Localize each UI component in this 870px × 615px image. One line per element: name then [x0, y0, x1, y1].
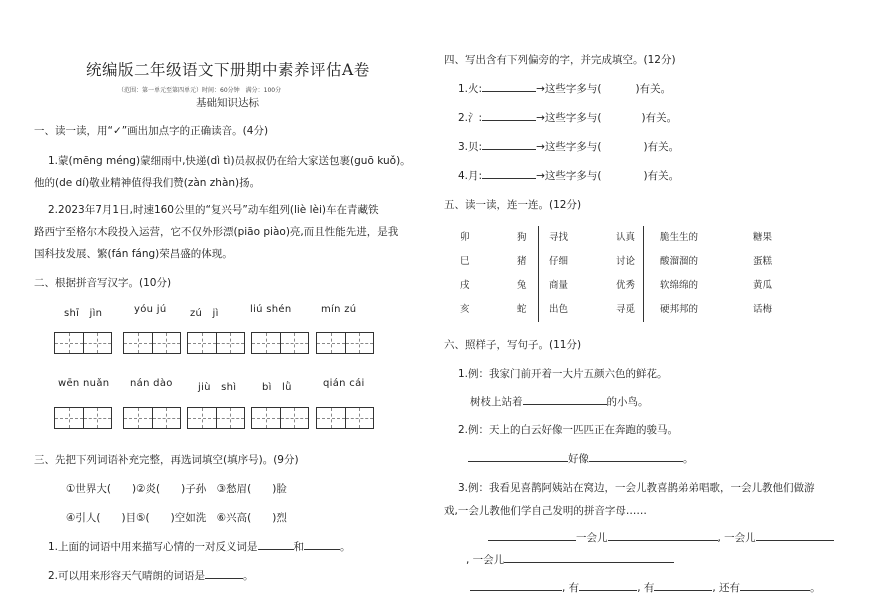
pinyin-label: shī jìn: [64, 308, 103, 319]
answer-blank[interactable]: [504, 552, 674, 563]
answer-blank[interactable]: [482, 110, 536, 121]
match-word: 软绵绵的: [660, 280, 699, 291]
q4-heading: 四、写出含有下列偏旁的字，并完成填空。(12分): [444, 54, 676, 66]
q6-fill3-line1: 一会儿 , 一会儿: [488, 530, 834, 545]
match-word: 商量: [549, 280, 569, 291]
tianzi-grid[interactable]: [316, 332, 374, 354]
match-word: 硬邦邦的: [660, 304, 699, 315]
q1-p2-line2: 路西宁至格尔木段投入运营，它不仅外形漂(piāo piào)亮,而且性能先进，是我: [34, 226, 399, 238]
answer-blank[interactable]: [205, 568, 243, 579]
exam-scope: （范围：第一单元至第四单元）时间：60分钟 满分：100分: [118, 87, 282, 94]
q3-sentence2: 2.可以用来形容天气晴朗的词语是 。: [48, 570, 254, 582]
tianzi-grid[interactable]: [316, 407, 374, 429]
match-word: 认真: [616, 232, 636, 243]
q1-p2-line3: 国科技发展、繁(fán fáng)荣昌盛的体现。: [34, 248, 233, 260]
answer-blank[interactable]: [608, 530, 718, 541]
tianzi-grid[interactable]: [123, 407, 181, 429]
match-word: 讨论: [616, 256, 636, 267]
q6-example3-line1: 3.例：我看见喜鹊阿姨站在窝边，一会儿教喜鹊弟弟唱歌，一会儿教他们做游: [458, 482, 815, 494]
q6-fill3-line2: , 一会儿: [466, 552, 674, 567]
answer-blank[interactable]: [756, 530, 834, 541]
answer-blank[interactable]: [482, 139, 536, 150]
tianzi-grid[interactable]: [123, 332, 181, 354]
match-word: 黄瓜: [753, 280, 773, 291]
answer-blank[interactable]: [470, 580, 562, 591]
match-word: 亥: [460, 304, 470, 315]
tianzi-grid[interactable]: [54, 332, 112, 354]
answer-blank[interactable]: [488, 530, 576, 541]
q2-heading: 二、根据拼音写汉字。(10分): [34, 277, 172, 289]
answer-blank[interactable]: [468, 451, 568, 462]
tianzi-grid[interactable]: [54, 407, 112, 429]
q3-sentence1: 1.上面的词语中用来描写心情的一对反义词是 和 。: [48, 541, 351, 553]
section-subtitle: 基础知识达标: [196, 97, 259, 109]
page-title: 统编版二年级语文下册期中素养评估A卷: [86, 61, 370, 79]
match-word: 脆生生的: [660, 232, 699, 243]
tianzi-grid[interactable]: [187, 332, 245, 354]
q6-fill3-line3: , 有 , 有 , 还有 。: [470, 580, 821, 595]
q3-heading: 三、先把下列词语补充完整，再选词填空(填序号)。(9分): [34, 454, 299, 466]
match-word: 蛋糕: [753, 256, 773, 267]
match-word: 狗: [517, 232, 527, 243]
q6-example2: 2.例：天上的白云好像一匹匹正在奔跑的骏马。: [458, 424, 679, 436]
match-word: 巳: [460, 256, 470, 267]
tianzi-grid[interactable]: [251, 407, 309, 429]
column-divider: [538, 226, 539, 322]
q1-p1-line1: 1.蒙(mēng méng)蒙细雨中,快递(dì tì)员叔叔仍在给大家送包裹(guō kuǒ)。: [48, 155, 411, 167]
tianzi-grid[interactable]: [251, 332, 309, 354]
answer-blank[interactable]: [589, 451, 683, 462]
q3-words-line2: ④引人( )目⑤( )空如洗 ⑥兴高( )烈: [66, 512, 287, 524]
pinyin-label: liú shén: [250, 304, 292, 315]
match-word: 仔细: [549, 256, 569, 267]
q6-example1: 1.例：我家门前开着一大片五颜六色的鲜花。: [458, 368, 668, 380]
column-divider: [643, 226, 644, 322]
q3-words-line1: ①世界大( )②炎( )子孙 ③愁眉( )脸: [66, 483, 287, 495]
pinyin-label: jiù shì: [198, 382, 237, 393]
q1-p2-line1: 2.2023年7月1日,时速160公里的“复兴号”动车组列(liè lèi)车在青藏铁: [48, 204, 379, 216]
match-word: 卯: [460, 232, 470, 243]
q4-item: 3.贝: →这些字多与( )有关。: [458, 141, 680, 153]
answer-blank[interactable]: [523, 394, 607, 405]
q4-item: 4.月: →这些字多与( )有关。: [458, 170, 680, 182]
match-word: 话梅: [753, 304, 773, 315]
answer-blank[interactable]: [482, 168, 536, 179]
answer-blank[interactable]: [304, 539, 340, 550]
q6-fill1: 树枝上站着 的小鸟。: [470, 396, 649, 408]
match-word: 出色: [549, 304, 569, 315]
q6-example3-line2: 戏,一会儿教他们学自己发明的拼音字母……: [444, 505, 647, 517]
match-word: 优秀: [616, 280, 636, 291]
tianzi-grid[interactable]: [187, 407, 245, 429]
q6-fill2: 好像 。: [468, 451, 694, 466]
answer-blank[interactable]: [654, 580, 712, 591]
match-word: 寻找: [549, 232, 569, 243]
answer-blank[interactable]: [740, 580, 810, 591]
pinyin-label: mín zú: [321, 304, 357, 315]
q4-item: 2.氵: →这些字多与( )有关。: [458, 112, 678, 124]
match-word: 蛇: [517, 304, 527, 315]
pinyin-label: yóu jú: [134, 304, 167, 315]
match-word: 寻觅: [616, 304, 636, 315]
q4-item: 1.火: →这些字多与( )有关。: [458, 83, 672, 95]
answer-blank[interactable]: [258, 539, 294, 550]
answer-blank[interactable]: [579, 580, 637, 591]
pinyin-label: wēn nuǎn: [58, 378, 110, 389]
match-word: 糖果: [753, 232, 773, 243]
q6-heading: 六、照样子，写句子。(11分): [444, 339, 582, 351]
pinyin-label: nán dào: [130, 378, 173, 389]
match-word: 兔: [517, 280, 527, 291]
match-word: 酸溜溜的: [660, 256, 699, 267]
pinyin-label: qián cái: [323, 378, 365, 389]
answer-blank[interactable]: [482, 81, 536, 92]
q5-heading: 五、读一读，连一连。(12分): [444, 199, 582, 211]
pinyin-label: bì lǜ: [262, 382, 292, 393]
q1-p1-line2: 他的(de dí)敬业精神值得我们赞(zàn zhàn)扬。: [34, 177, 261, 189]
q1-heading: 一、读一读，用“✓”画出加点字的正确读音。(4分): [34, 125, 269, 137]
pinyin-label: zú jì: [190, 308, 219, 319]
match-word: 戌: [460, 280, 470, 291]
match-word: 猪: [517, 256, 527, 267]
